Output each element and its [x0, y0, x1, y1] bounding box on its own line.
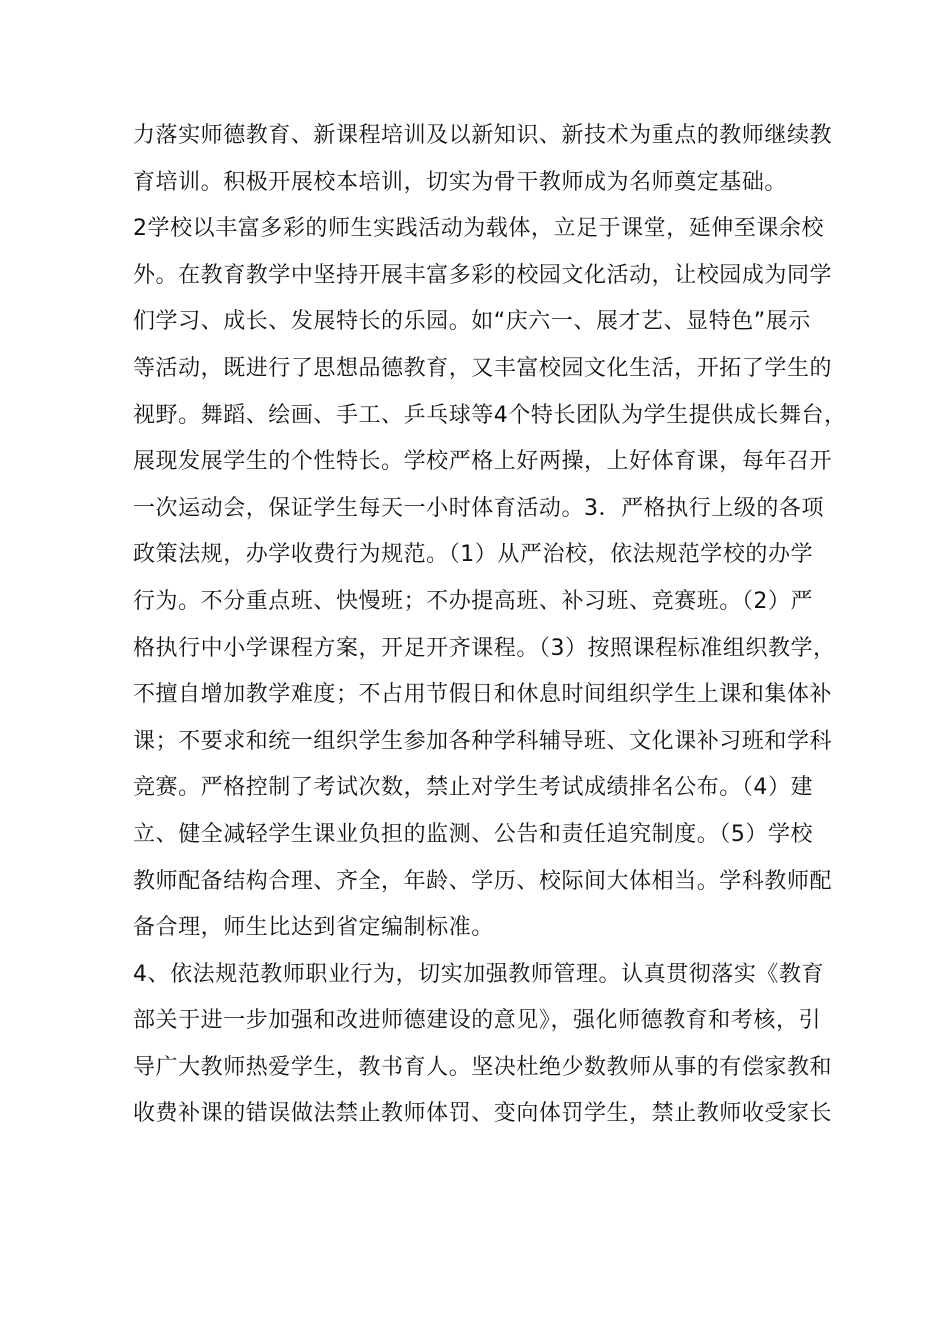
text-line: 格执行中小学课程方案，开足开齐课程。（3）按照课程标准组织教学，: [133, 635, 836, 661]
text-line: 政策法规，办学收费行为规范。（1）从严治校，依法规范学校的办学: [133, 542, 814, 568]
text-line: 教师配备结构合理、齐全，年龄、学历、校际间大体相当。学科教师配: [133, 868, 833, 894]
text-line: 力落实师德教育、新课程培训及以新知识、新技术为重点的教师继续教: [133, 123, 833, 148]
text-line: 展现发展学生的个性特长。学校严格上好两操，上好体育课，每年召开: [133, 449, 833, 475]
text-line: 竞赛。严格控制了考试次数，禁止对学生考试成绩排名公布。（4）建: [133, 775, 814, 801]
text-line: 外。在教育教学中坚持开展丰富多彩的校园文化活动，让校园成为同学: [133, 262, 833, 288]
text-line: 行为。不分重点班、快慢班；不办提高班、补习班、竞赛班。（2）严: [133, 588, 814, 614]
text-line: 育培训。积极开展校本培训，切实为骨干教师成为名师奠定基础。: [133, 169, 787, 195]
text-line: 部关于进一步加强和改进师德建设的意见》，强化师德教育和考核，引: [133, 1008, 822, 1034]
text-line: 导广大教师热爱学生，教书育人。坚决杜绝少数教师从事的有偿家教和: [133, 1054, 833, 1080]
text-line: 4、依法规范教师职业行为，切实加强教师管理。认真贯彻落实《教育: [133, 961, 825, 987]
text-line: 课；不要求和统一组织学生参加各种学科辅导班、文化课补习班和学科: [133, 728, 833, 754]
text-line: 立、健全减轻学生课业负担的监测、公告和责任追究制度。（5）学校: [133, 821, 814, 847]
text-line: 视野。舞蹈、绘画、手工、乒乓球等4个特长团队为学生提供成长舞台，: [133, 402, 847, 428]
text-line: 等活动，既进行了思想品德教育，又丰富校园文化生活，开拓了学生的: [133, 355, 833, 381]
text-line: 收费补课的错误做法禁止教师体罚、变向体罚学生，禁止教师收受家长: [133, 1101, 833, 1127]
body-text: [133, 113, 847, 1138]
text-line: 不擅自增加教学难度；不占用节假日和休息时间组织学生上课和集体补: [133, 682, 833, 708]
text-line: 备合理，师生比达到省定编制标准。: [133, 915, 494, 941]
text-line: 一次运动会，保证学生每天一小时体育活动。3．严格执行上级的各项: [133, 495, 825, 521]
text-line: 2学校以丰富多彩的师生实践活动为载体，立足于课堂，延伸至课余校: [133, 216, 825, 242]
text-line: 们学习、成长、发展特长的乐园。如“庆六一、展才艺、显特色”展示: [133, 309, 811, 335]
